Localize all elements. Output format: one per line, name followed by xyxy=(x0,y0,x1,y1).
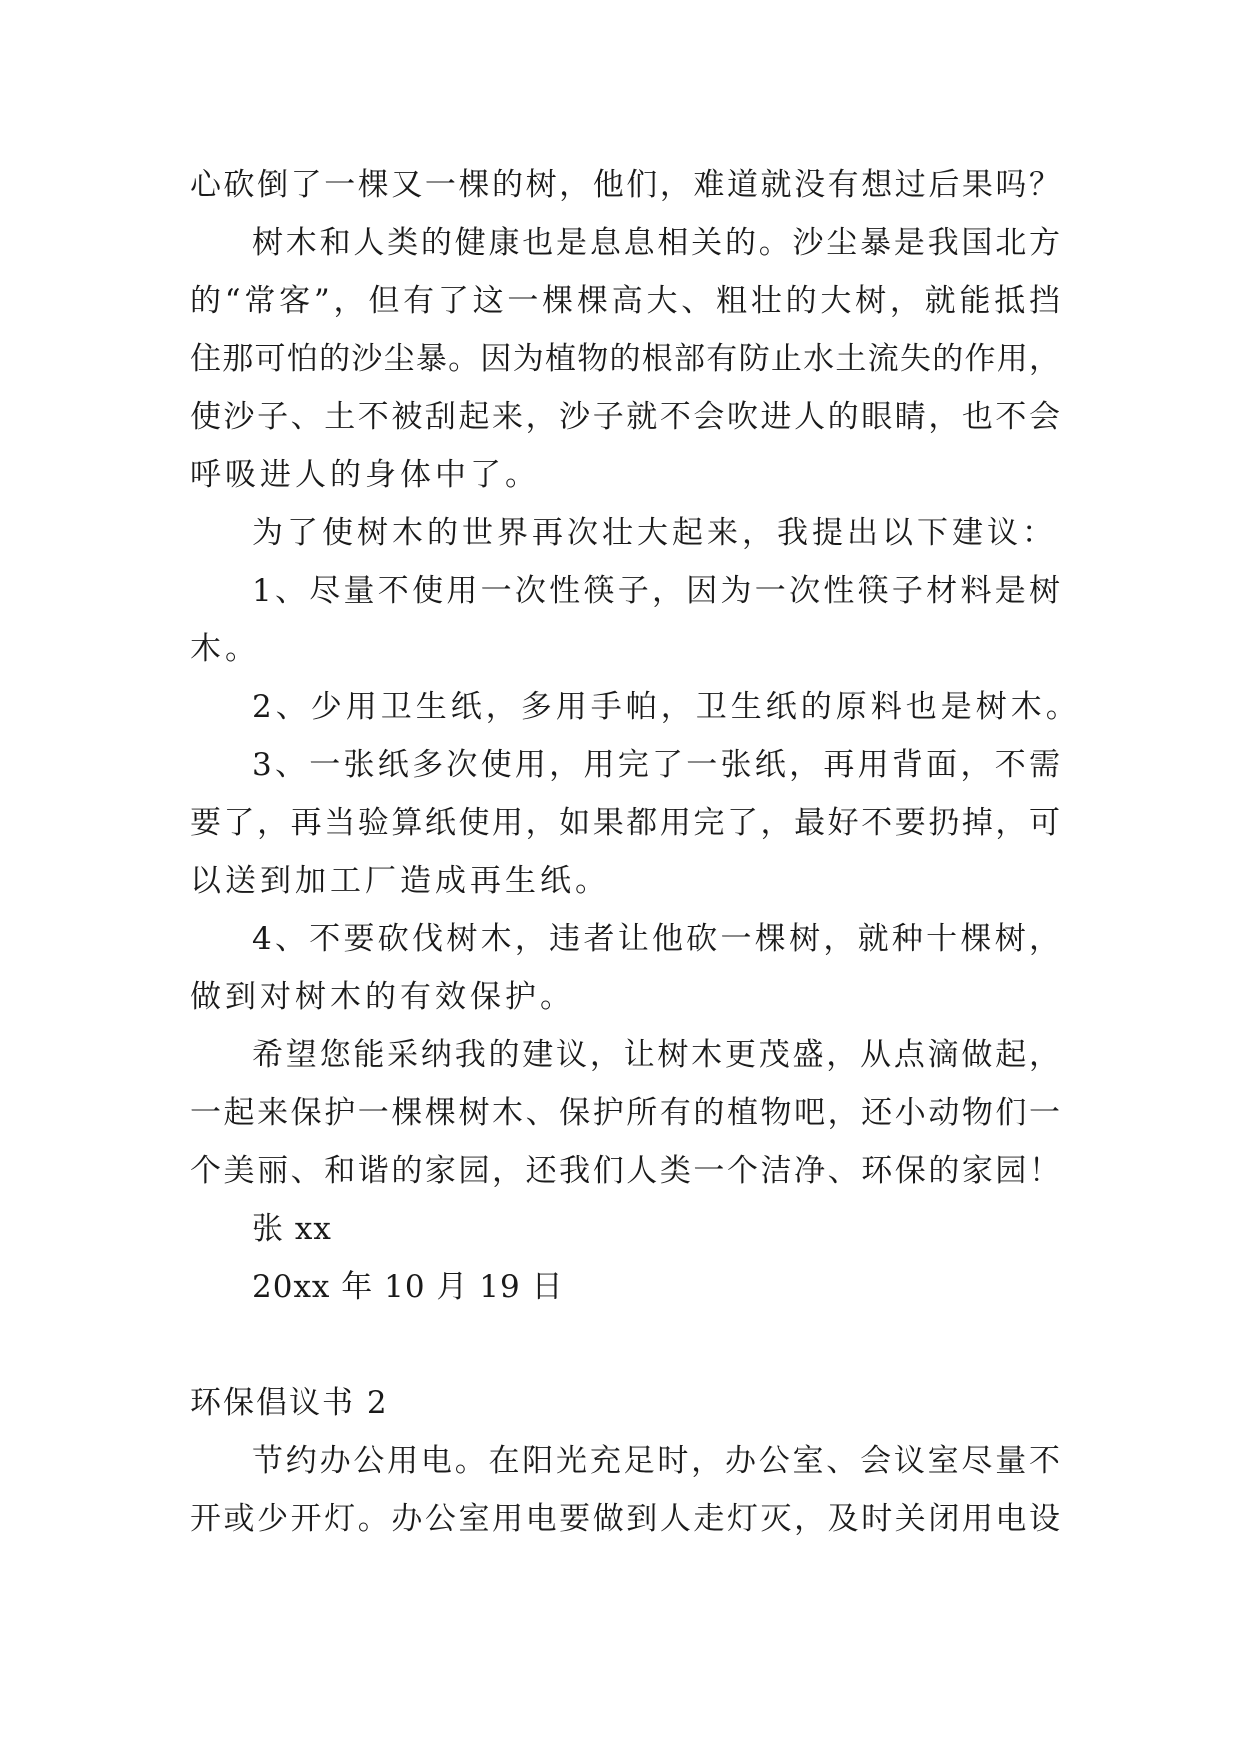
paragraph-line: 心砍倒了一棵又一棵的树，他们，难道就没有想过后果吗？ xyxy=(190,167,1060,203)
paragraph-line: 为了使树木的世界再次壮大起来，我提出以下建议： xyxy=(252,515,1057,551)
list-item-line: 1、尽量不使用一次性筷子，因为一次性筷子材料是树 xyxy=(252,573,1060,609)
list-item-line: 要了，再当验算纸使用，如果都用完了，最好不要扔掉，可 xyxy=(190,805,1060,841)
paragraph-line: 一起来保护一棵棵树木、保护所有的植物吧，还小动物们一 xyxy=(190,1095,1060,1131)
paragraph-line: 住那可怕的沙尘暴。因为植物的根部有防止水土流失的作用， xyxy=(190,341,1060,377)
paragraph-line: 节约办公用电。在阳光充足时，办公室、会议室尽量不 xyxy=(252,1443,1060,1479)
list-item-line: 以送到加工厂造成再生纸。 xyxy=(190,863,610,899)
paragraph-line: 个美丽、和谐的家园，还我们人类一个洁净、环保的家园！ xyxy=(190,1153,1060,1189)
list-item-line: 3、一张纸多次使用，用完了一张纸，再用背面，不需 xyxy=(252,747,1060,783)
list-item-line: 做到对树木的有效保护。 xyxy=(190,979,575,1015)
paragraph-line: 树木和人类的健康也是息息相关的。沙尘暴是我国北方 xyxy=(252,225,1060,261)
paragraph-line: 呼吸进人的身体中了。 xyxy=(190,457,540,493)
signature-date: 20xx 年 10 月 19 日 xyxy=(252,1269,564,1305)
signature-name: 张 xx xyxy=(252,1211,332,1247)
section-title: 环保倡议书 2 xyxy=(190,1385,389,1421)
list-item-line: 木。 xyxy=(190,631,260,667)
paragraph-line: 希望您能采纳我的建议，让树木更茂盛，从点滴做起， xyxy=(252,1037,1060,1073)
paragraph-line: 开或少开灯。办公室用电要做到人走灯灭，及时关闭用电设 xyxy=(190,1501,1060,1537)
paragraph-line: 的“常客”，但有了这一棵棵高大、粗壮的大树，就能抵挡 xyxy=(190,283,1060,319)
list-item-line: 4、不要砍伐树木，违者让他砍一棵树，就种十棵树， xyxy=(252,921,1060,957)
paragraph-line: 使沙子、土不被刮起来，沙子就不会吹进人的眼睛，也不会 xyxy=(190,399,1060,435)
list-item-line: 2、少用卫生纸，多用手帕，卫生纸的原料也是树木。 xyxy=(252,689,1081,725)
